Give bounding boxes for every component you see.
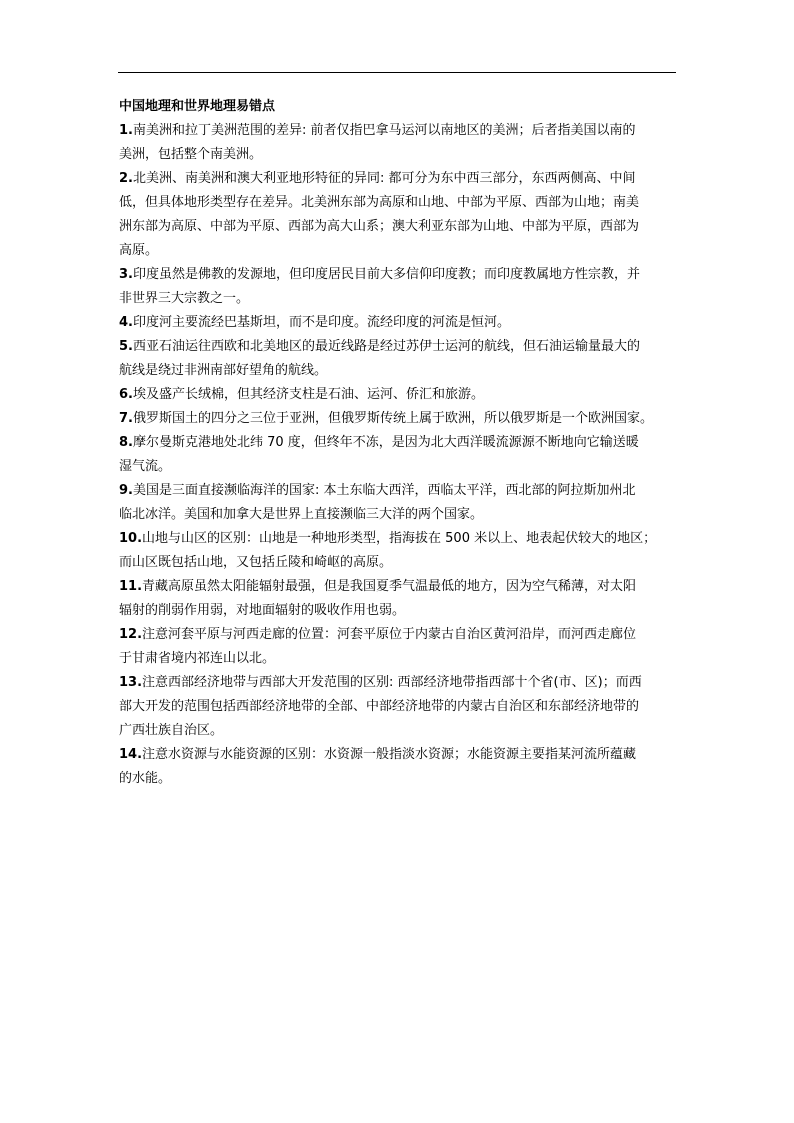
item-line bbox=[119, 191, 679, 215]
header-rule bbox=[118, 72, 676, 73]
item-text: 的水能。 bbox=[119, 771, 172, 786]
list-item bbox=[119, 671, 679, 743]
item-text: 部大开发的范围包括西部经济地带的全部、中部经济地带的内蒙古自治区和东部经济地带的 bbox=[119, 699, 640, 714]
item-number: 1. bbox=[119, 123, 133, 138]
item-number: 3. bbox=[119, 267, 133, 282]
item-text: 于甘肃省境内祁连山以北。 bbox=[119, 651, 276, 666]
item-number: 12. bbox=[119, 627, 143, 642]
item-line bbox=[119, 503, 679, 527]
item-line bbox=[119, 695, 679, 719]
item-text: 摩尔曼斯克港地处北纬 70 度，但终年不冻，是因为北大西洋暖流源源不断地向它输送暖 bbox=[132, 435, 639, 450]
item-line bbox=[119, 383, 679, 407]
item-number: 7. bbox=[119, 411, 133, 426]
item-number: 2. bbox=[119, 171, 133, 186]
item-text: 辐射的削弱作用弱，对地面辐射的吸收作用也弱。 bbox=[119, 603, 406, 618]
item-line bbox=[119, 431, 679, 455]
item-number: 13. bbox=[119, 675, 143, 690]
item-line bbox=[119, 287, 679, 311]
list-item bbox=[119, 575, 679, 623]
item-text: 航线是绕过非洲南部好望角的航线。 bbox=[119, 363, 328, 378]
item-line bbox=[119, 671, 679, 695]
item-line bbox=[119, 743, 679, 767]
item-text: 临北冰洋。美国和加拿大是世界上直接濒临三大洋的两个国家。 bbox=[119, 507, 484, 522]
item-text: 青藏高原虽然太阳能辐射最强，但是我国夏季气温最低的地方，因为空气稀薄，对太阳 bbox=[142, 579, 637, 594]
item-text: 山地与山区的区别：山地是一种地形类型，指海拔在 500 米以上、地表起伏较大的地区； bbox=[142, 531, 657, 546]
item-number: 11. bbox=[119, 579, 143, 594]
list-item bbox=[119, 527, 679, 575]
item-line bbox=[119, 479, 679, 503]
list-item bbox=[119, 335, 679, 383]
item-text: 高原。 bbox=[119, 243, 159, 258]
item-line bbox=[119, 359, 679, 383]
document-body bbox=[119, 95, 679, 791]
item-text: 注意河套平原与河西走廊的位置：河套平原位于内蒙古自治区黄河沿岸，而河西走廊位 bbox=[142, 627, 637, 642]
item-line bbox=[119, 335, 679, 359]
list-item bbox=[119, 167, 679, 263]
item-line bbox=[119, 455, 679, 479]
item-line bbox=[119, 143, 679, 167]
item-text: 印度虽然是佛教的发源地，但印度居民目前大多信仰印度教；而印度教属地方性宗教，并 bbox=[132, 267, 640, 282]
item-line bbox=[119, 719, 679, 743]
list-item bbox=[119, 119, 679, 167]
list-item bbox=[119, 431, 679, 479]
item-text: 北美洲、南美洲和澳大利亚地形特征的异同: 都可分为东中西三部分，东西两侧高、中间 bbox=[132, 171, 636, 186]
item-text: 美国是三面直接濒临海洋的国家: 本土东临大西洋，西临太平洋，西北部的阿拉斯加州北 bbox=[132, 483, 636, 498]
item-line bbox=[119, 599, 679, 623]
item-number: 5. bbox=[119, 339, 133, 354]
list-item bbox=[119, 407, 679, 431]
item-line bbox=[119, 767, 679, 791]
item-line bbox=[119, 215, 679, 239]
item-text: 注意西部经济地带与西部大开发范围的区别: 西部经济地带指西部十个省(市、区)；而西 bbox=[142, 675, 642, 690]
item-number: 9. bbox=[119, 483, 133, 498]
item-line bbox=[119, 551, 679, 575]
list-item bbox=[119, 623, 679, 671]
item-text: 西亚石油运往西欧和北美地区的最近线路是经过苏伊士运河的航线，但石油运输量最大的 bbox=[132, 339, 640, 354]
item-number: 6. bbox=[119, 387, 133, 402]
item-line bbox=[119, 263, 679, 287]
item-list bbox=[119, 119, 679, 791]
item-text: 南美洲和拉丁美洲范围的差异: 前者仅指巴拿马运河以南地区的美洲；后者指美国以南的 bbox=[132, 123, 636, 138]
item-number: 8. bbox=[119, 435, 133, 450]
item-text: 湿气流。 bbox=[119, 459, 172, 474]
item-number: 10. bbox=[119, 531, 143, 546]
item-line bbox=[119, 575, 679, 599]
item-text: 而山区既包括山地，又包括丘陵和崎岖的高原。 bbox=[119, 555, 393, 570]
item-line bbox=[119, 119, 679, 143]
item-text: 美洲，包括整个南美洲。 bbox=[119, 147, 263, 162]
item-line bbox=[119, 311, 679, 335]
item-text: 注意水资源与水能资源的区别：水资源一般指淡水资源；水能资源主要指某河流所蕴藏 bbox=[142, 747, 637, 762]
item-line bbox=[119, 527, 679, 551]
item-text: 印度河主要流经巴基斯坦，而不是印度。流经印度的河流是恒河。 bbox=[132, 315, 510, 330]
item-line bbox=[119, 623, 679, 647]
item-text: 非世界三大宗教之一。 bbox=[119, 291, 250, 306]
item-number: 14. bbox=[119, 747, 143, 762]
item-text: 俄罗斯国土的四分之三位于亚洲，但俄罗斯传统上属于欧洲，所以俄罗斯是一个欧洲国家。 bbox=[132, 411, 653, 426]
item-line bbox=[119, 647, 679, 671]
item-number: 4. bbox=[119, 315, 133, 330]
document-title: 中国地理和世界地理易错点 bbox=[119, 99, 276, 114]
list-item bbox=[119, 743, 679, 791]
item-text: 洲东部为高原、中部为平原、西部为高大山系；澳大利亚东部为山地、中部为平原，西部为 bbox=[119, 219, 640, 234]
list-item bbox=[119, 311, 679, 335]
item-line bbox=[119, 407, 679, 431]
item-line bbox=[119, 239, 679, 263]
item-text: 埃及盛产长绒棉，但其经济支柱是石油、运河、侨汇和旅游。 bbox=[132, 387, 484, 402]
item-line bbox=[119, 167, 679, 191]
list-item bbox=[119, 263, 679, 311]
list-item bbox=[119, 383, 679, 407]
list-item bbox=[119, 479, 679, 527]
item-text: 低，但具体地形类型存在差异。北美洲东部为高原和山地、中部为平原、西部为山地；南美 bbox=[119, 195, 640, 210]
item-text: 广西壮族自治区。 bbox=[119, 723, 224, 738]
